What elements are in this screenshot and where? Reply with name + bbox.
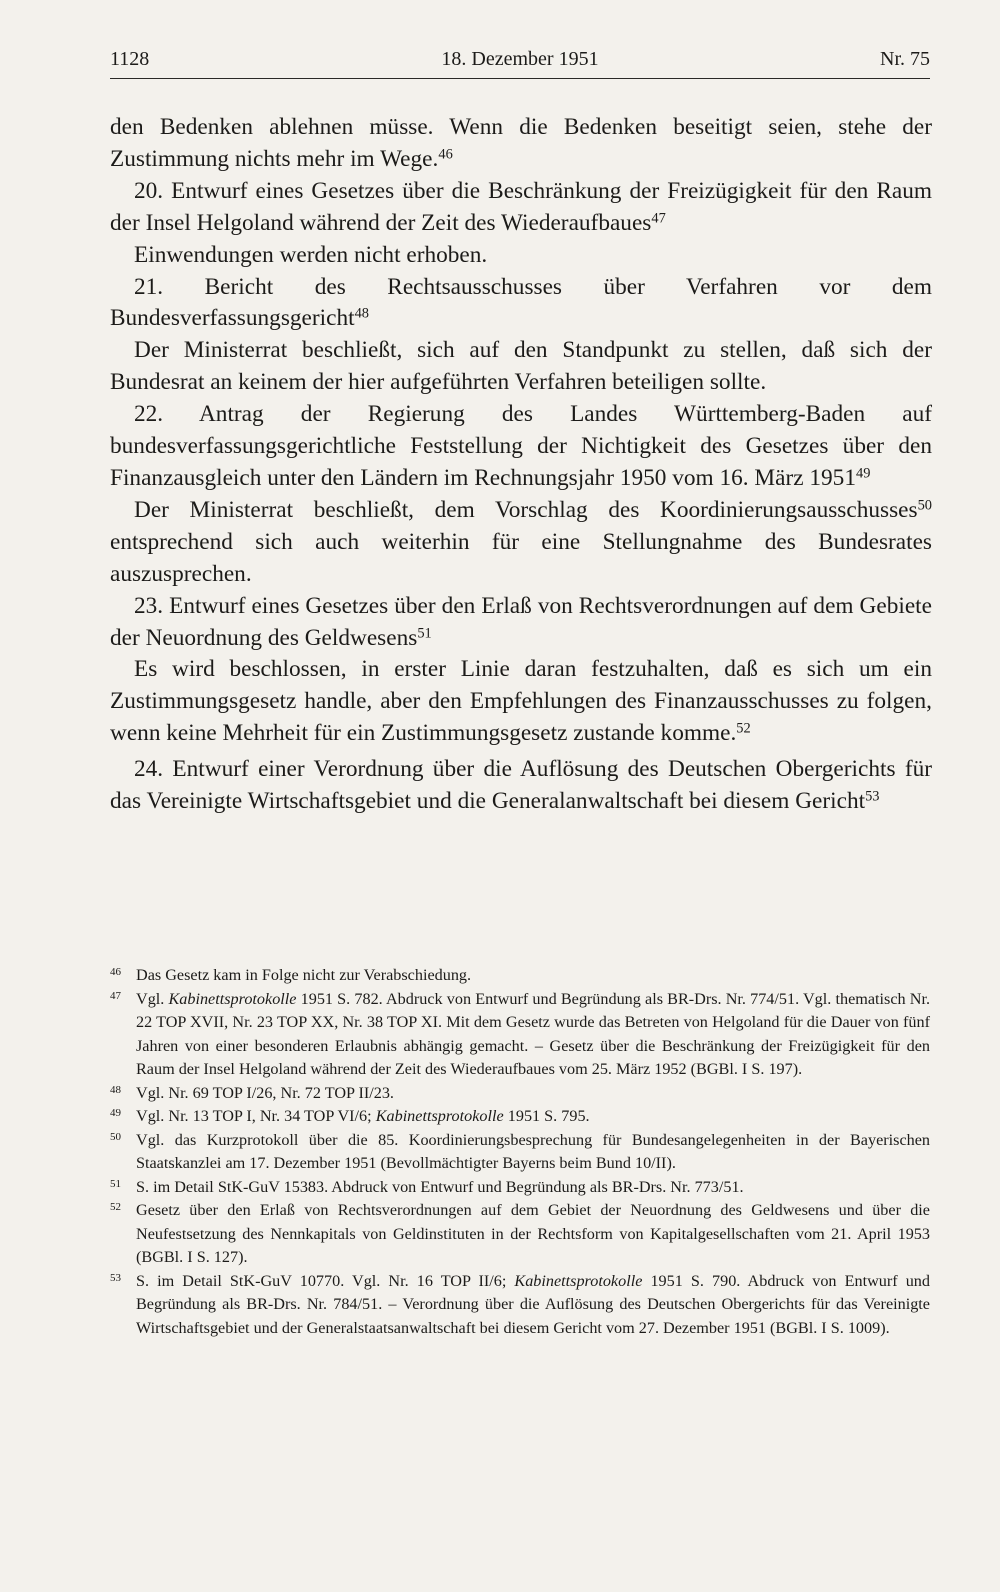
footnote-47: 47 Vgl. Kabinettsprotokolle 1951 S. 782. Abdruck von Entwurf und Begründung als BR-Drs. Nr. 774/51. Vgl. thematisch Nr. 22 TOP XVII, Nr. 23 TOP XX, Nr. 38 TOP XI. Mit dem Gesetz wurde das Betreten von Helgoland für die Dauer von fünf Jahren von einer besonderen Erlaubnis abhängig gemacht. – Gesetz über die Beschränkung der Freizügigkeit für den Raum der Insel Helgoland während der Zeit des Wiederaufbaues vom 25. März 1952 (BGBl. I S. 197). <box>110 989 930 1078</box>
footnote-ref-53[interactable]: 53 <box>865 788 880 805</box>
footnote-49: 49 Vgl. Nr. 13 TOP I, Nr. 34 TOP VI/6; Kabinettsprotokolle 1951 S. 795. <box>110 1107 590 1125</box>
footnote-ref-49[interactable]: 49 <box>855 465 871 482</box>
footnote-50: 50 Vgl. das Kurzprotokoll über die 85. Koordinierungsbesprechung für Bundesangelegenheiten in der Bayerischen Staatskanzlei am 17. Dezember 1951 (Bevollmächtigter Bayerns beim Bund 10/II). <box>110 1130 930 1172</box>
page-number: 1128 <box>110 48 150 70</box>
agenda-item-22-title: 22. Antrag der Regierung des Landes Württemberg-Baden auf bundesverfassungsgerichtliche Feststellung der Nichtigkeit des Gesetzes über den Finanzausgleich unter den Ländern im Rechnungsjahr 1950 vom 16. März 1951$^{49}$ <box>110 401 932 491</box>
footnotes <box>110 964 930 1340</box>
header-date: 18. Dezember 1951 <box>441 48 599 70</box>
agenda-item-20-title: 20. Entwurf eines Gesetzes über die Beschränkung der Freizügigkeit für den Raum der Insel Helgoland während der Zeit des Wiederaufbaues$^{47}$ <box>110 177 932 236</box>
paragraph-continuation: den Bedenken ablehnen müsse. Wenn die Bedenken beseitigt seien, stehe der Zustimmung nichts mehr im Wege.$^{46}$ <box>110 114 932 172</box>
footnote-52: 52 Gesetz über den Erlaß von Rechtsverordnungen auf dem Gebiet der Neuordnung des Geldwesens und über die Neufestsetzung des Nennkapitals von Geldinstituten in der Rechtsform von Kapitalgesellschaften vom 21. April 1953 (BGBl. I S. 127). <box>110 1201 930 1266</box>
document-number: Nr. 75 <box>880 48 930 70</box>
footnote-53: 53 S. im Detail StK-GuV 10770. Vgl. Nr. 16 TOP II/6; Kabinettsprotokolle 1951 S. 790. Abdruck von Entwurf und Begründung als BR-Drs. Nr. 784/51. – Verordnung über die Auflösung des Deutschen Obergerichts für das Vereinigte Wirtschaftsgebiet und der Generalstaatsanwaltschaft bei diesem Gericht vom 27. Dezember 1951 (BGBl. I S. 1009). <box>110 1271 930 1337</box>
agenda-item-24-title: 24. Entwurf einer Verordnung über die Auflösung des Deutschen Obergerichts für das Vereinigte Wirtschaftsgebiet und die Generalanwaltschaft bei diesem Gericht$^{53}$ <box>110 756 932 815</box>
footnote-46: 46 Das Gesetz kam in Folge nicht zur Verabschiedung. <box>110 966 472 984</box>
agenda-item-21-text: Der Ministerrat beschließt, sich auf den Standpunkt zu stellen, daß sich der Bundesrat an keinem der hier aufgeführten Verfahren beteiligen sollte. <box>110 337 932 396</box>
agenda-item-21-title: 21. Bericht des Rechtsausschusses über Verfahren vor dem Bundesverfassungsgericht$^{48}$ <box>110 273 932 332</box>
main-text <box>110 112 932 818</box>
footnote-ref-50[interactable]: 50 <box>917 497 932 514</box>
agenda-item-22-text: Der Ministerrat beschließt, dem Vorschlag des Koordinierungsausschusses$^{50}$ entsprechend sich auch weiterhin für eine Stellungnahme des Bundesrates auszusprechen. <box>110 496 932 587</box>
running-header <box>110 46 930 79</box>
agenda-item-23-title: 23. Entwurf eines Gesetzes über den Erlaß von Rechtsverordnungen auf dem Gebiete der Neuordnung des Geldwesens$^{51}$ <box>110 592 932 651</box>
footnote-ref-47[interactable]: 47 <box>651 210 666 227</box>
footnote-48: 48 Vgl. Nr. 69 TOP I/26, Nr. 72 TOP II/23. <box>110 1083 394 1102</box>
footnote-ref-48[interactable]: 48 <box>354 305 369 322</box>
footnote-ref-52[interactable]: 52 <box>736 720 751 737</box>
footnote-51: 51 S. im Detail StK-GuV 15383. Abdruck von Entwurf und Begründung als BR-Drs. Nr. 773/51. <box>110 1177 744 1196</box>
agenda-item-20-text: Einwendungen werden nicht erhoben. <box>134 241 488 268</box>
footnote-ref-51[interactable]: 51 <box>417 625 432 641</box>
footnote-ref-46[interactable]: 46 <box>438 146 453 163</box>
agenda-item-23-text: Es wird beschlossen, in erster Linie daran festzuhalten, daß es sich um ein Zustimmungsgesetz handle, aber den Empfehlungen des Finanzausschusses zu folgen, wenn keine Mehrheit für ein Zustimmungsgesetz zustande komme.$^{52}$ <box>110 656 932 747</box>
